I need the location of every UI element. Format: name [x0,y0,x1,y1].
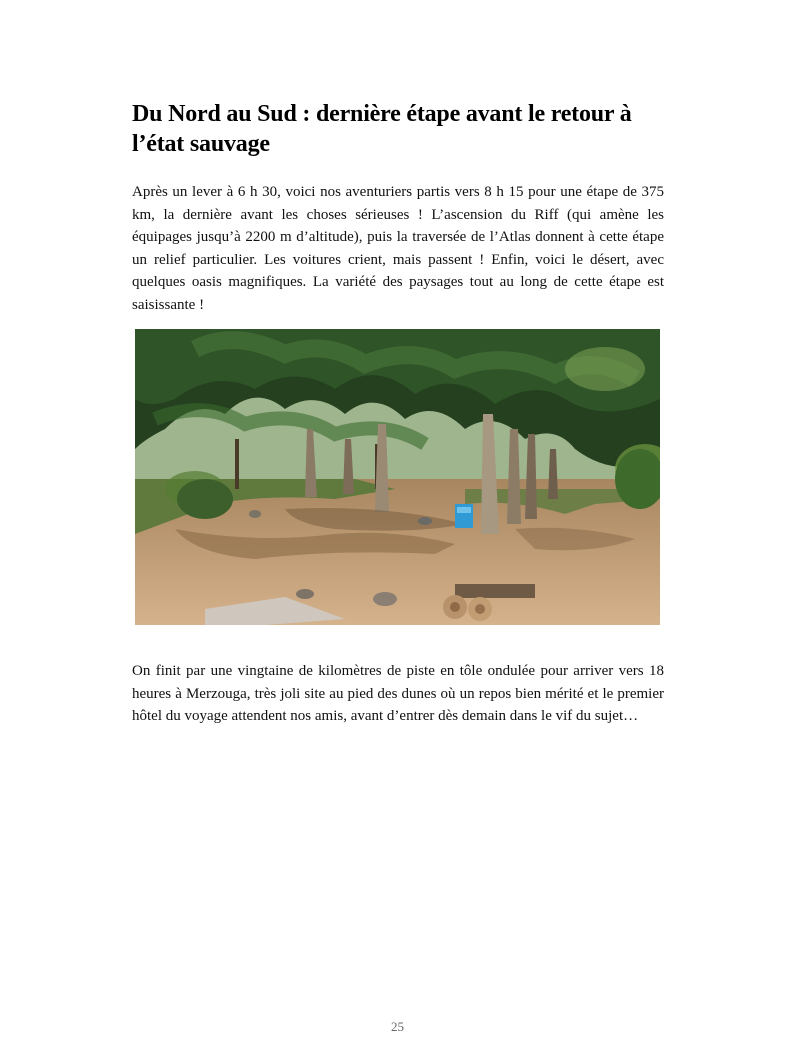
page-title: Du Nord au Sud : dernière étape avant le retour à l’état sauvage [132,101,632,157]
cedar-forest-photo [135,329,660,625]
intro-paragraph: Après un lever à 6 h 30, voici nos aventuriers partis vers 8 h 15 pour une étape de 375 km, la dernière avant les choses sérieuses ! L’ascension du Riff (qui amène les équipages jusqu’à 2200 m d’altitude), puis la traversée de l’Atlas donnent à cette étape un relief particulier. Les voitures crient, mais passent ! Enfin, voici le désert, avec quelques oasis magnifiques. La variété des paysages tout au long de cette étape est saisissante ! [132,184,664,313]
page-number: 25 [391,1019,404,1034]
closing-paragraph: On finit par une vingtaine de kilomètres de piste en tôle ondulée pour arriver vers 18 heures à Merzouga, très joli site au pied des dunes où un repos bien mérité et le premier hôtel du voyage attendent nos amis, avant d’entrer dès demain dans le vif du sujet… [132,663,664,724]
